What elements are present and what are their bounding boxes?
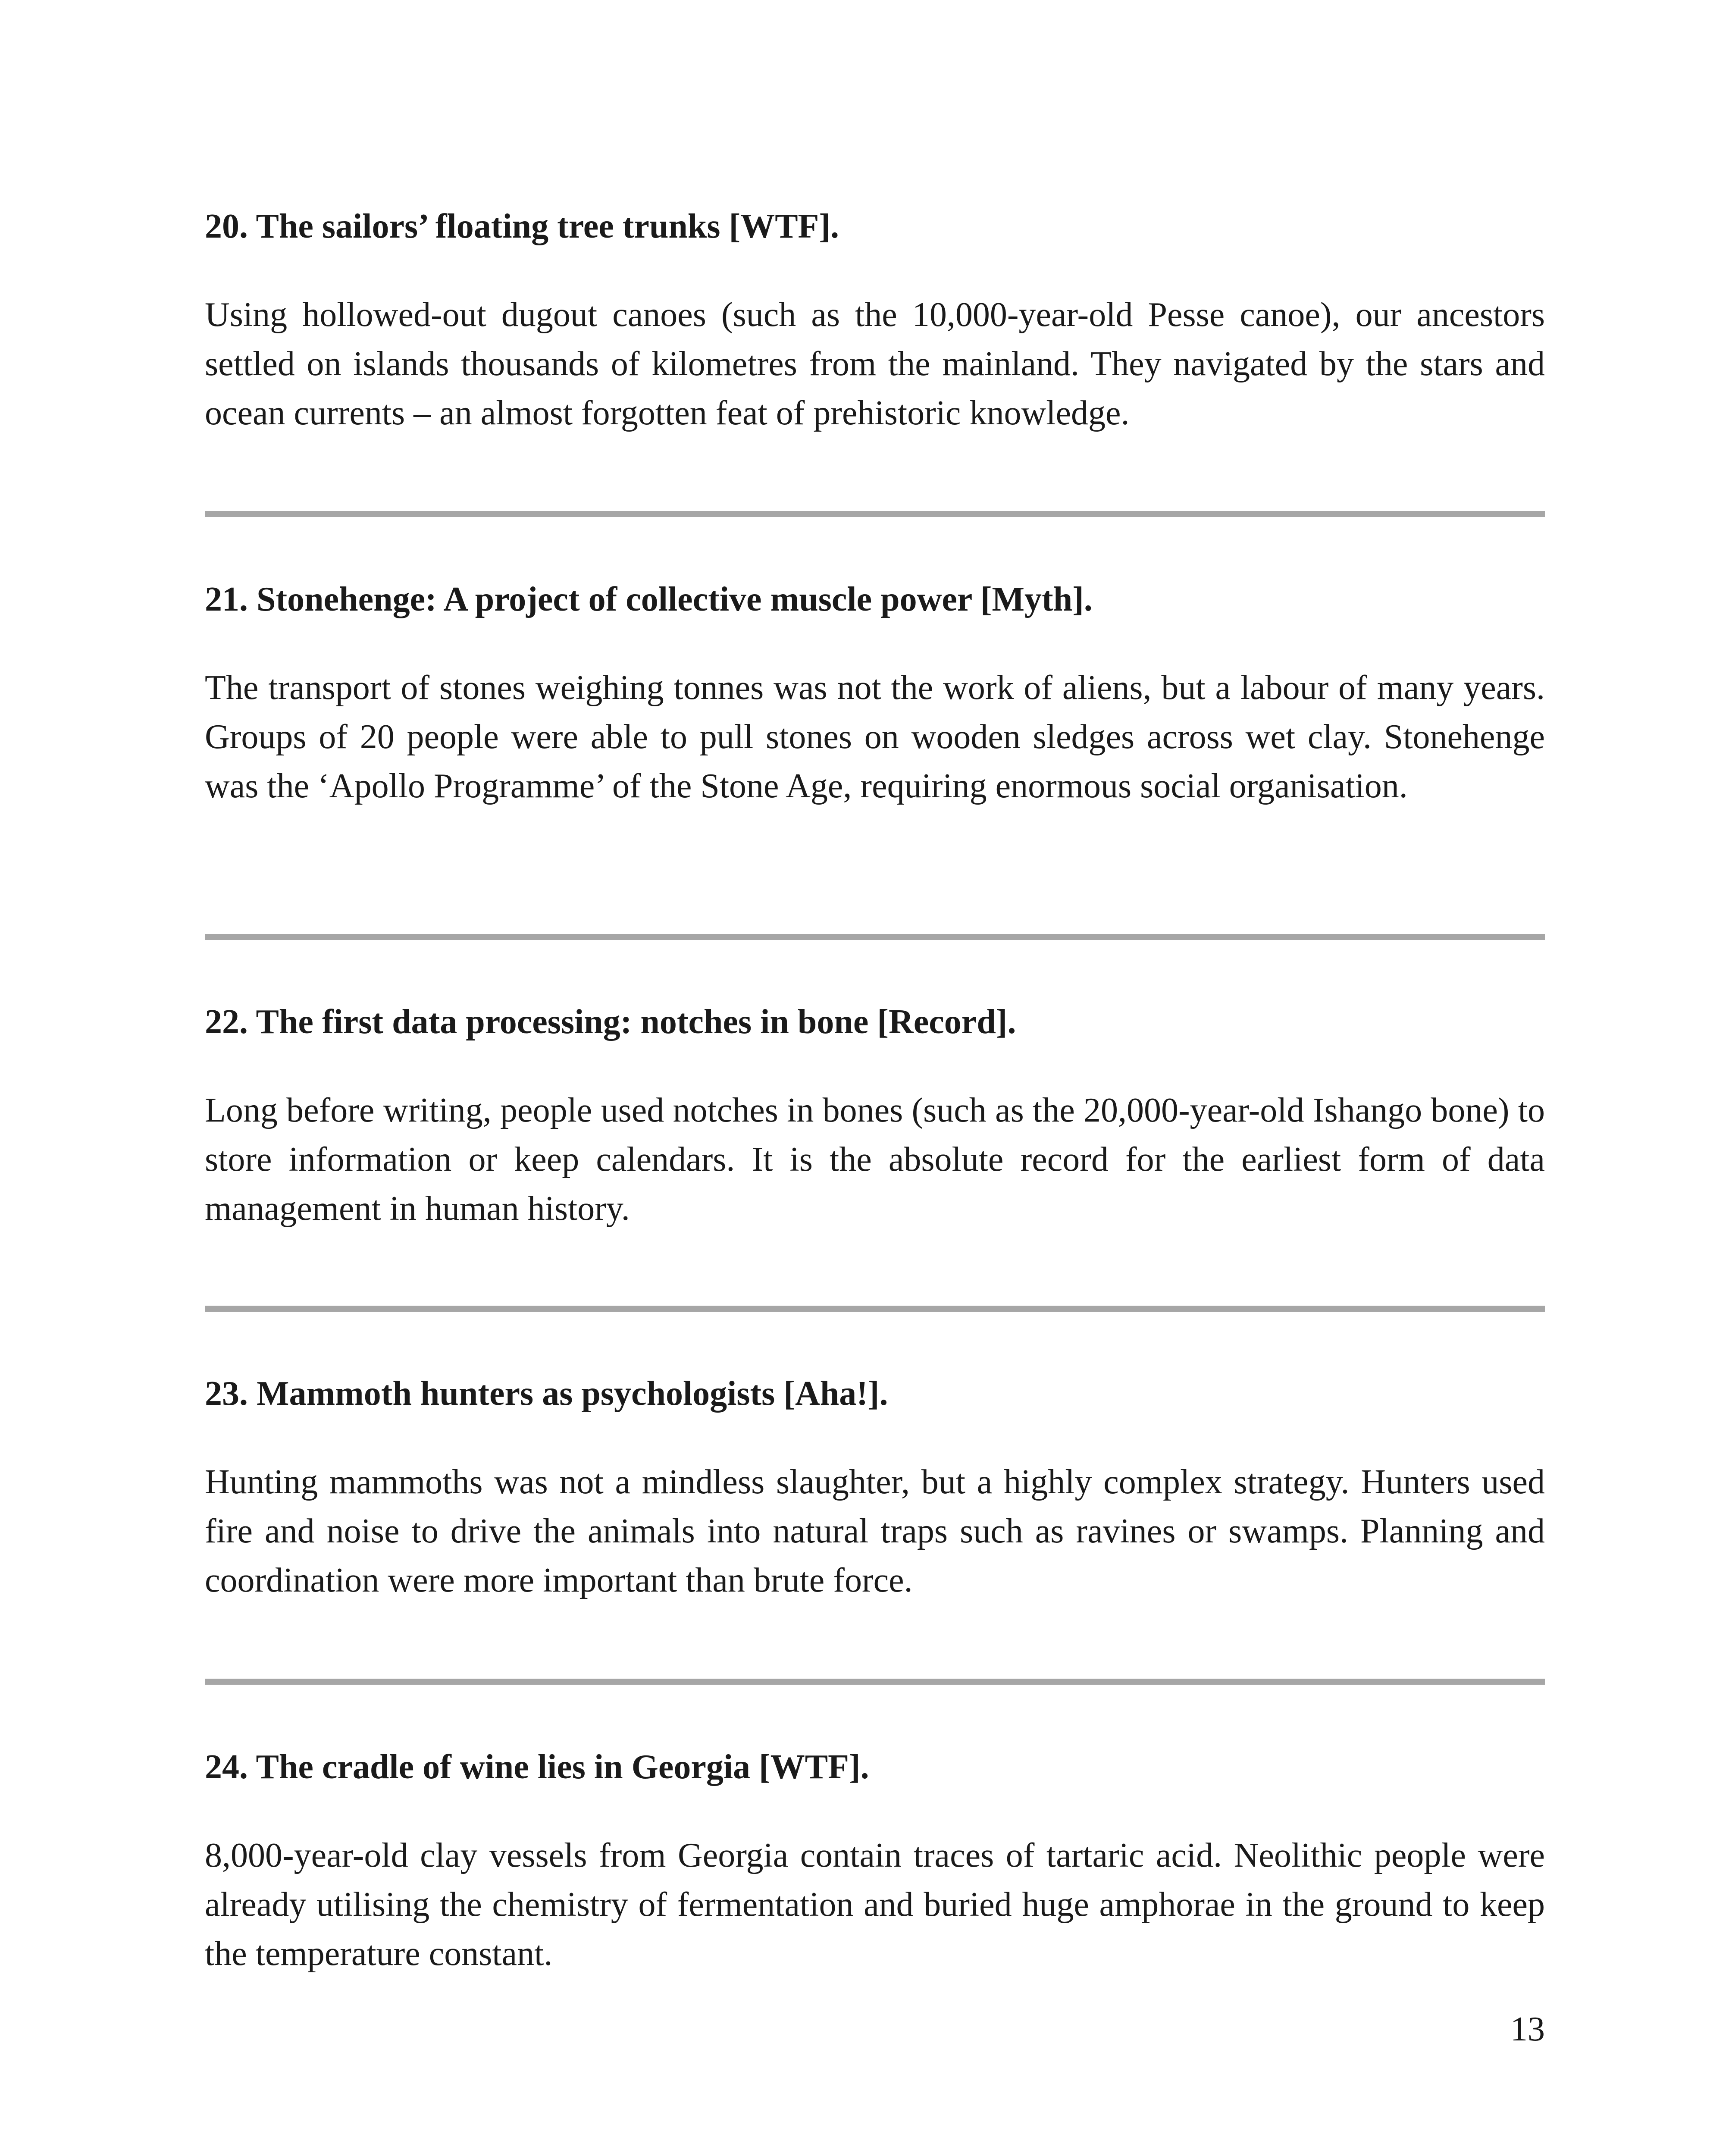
section-heading: 20. The sailors’ floating tree trunks [WTF].	[205, 207, 839, 245]
section-heading: 22. The first data processing: notches in bone [Record].	[205, 1003, 1016, 1041]
section-divider	[205, 1679, 1545, 1685]
section-21	[205, 578, 1545, 811]
section-divider	[205, 511, 1545, 517]
section-heading: 24. The cradle of wine lies in Georgia [WTF].	[205, 1748, 869, 1786]
section-body: Using hollowed-out dugout canoes (such as the 10,000-year-old Pesse canoe), our ancestors settled on islands thousands of kilometres from the mainland. They navigated by the stars and ocean currents – an almost forgotten feat of prehistoric knowledge.	[205, 296, 1545, 432]
section-22	[205, 1000, 1545, 1233]
section-body: Hunting mammoths was not a mindless slaughter, but a highly complex strategy. Hunters used fire and noise to drive the animals into natural traps such as ravines or swamps. Planning and coordination were more important than brute force.	[205, 1463, 1545, 1599]
section-20	[205, 205, 1545, 438]
section-heading: 21. Stonehenge: A project of collective muscle power [Myth].	[205, 580, 1093, 618]
section-body: The transport of stones weighing tonnes was not the work of aliens, but a labour of many years. Groups of 20 people were able to pull stones on wooden sledges across wet clay. Stonehenge was the ‘Apollo Programme’ of the Stone Age, requiring enormous social organisation.	[205, 669, 1545, 805]
section-24	[205, 1745, 1545, 1978]
document-page	[205, 0, 1545, 2156]
page-number: 13	[1510, 2010, 1545, 2048]
section-23	[205, 1372, 1545, 1605]
section-divider	[205, 934, 1545, 940]
section-body: 8,000-year-old clay vessels from Georgia contain traces of tartaric acid. Neolithic people were already utilising the chemistry of fermentation and buried huge amphorae in the ground to keep the temperature constant.	[205, 1836, 1545, 1973]
section-heading: 23. Mammoth hunters as psychologists [Aha!].	[205, 1375, 888, 1413]
section-body: Long before writing, people used notches in bones (such as the 20,000-year-old Ishango bone) to store information or keep calendars. It is the absolute record for the earliest form of data management in human history.	[205, 1091, 1545, 1228]
section-divider	[205, 1306, 1545, 1312]
